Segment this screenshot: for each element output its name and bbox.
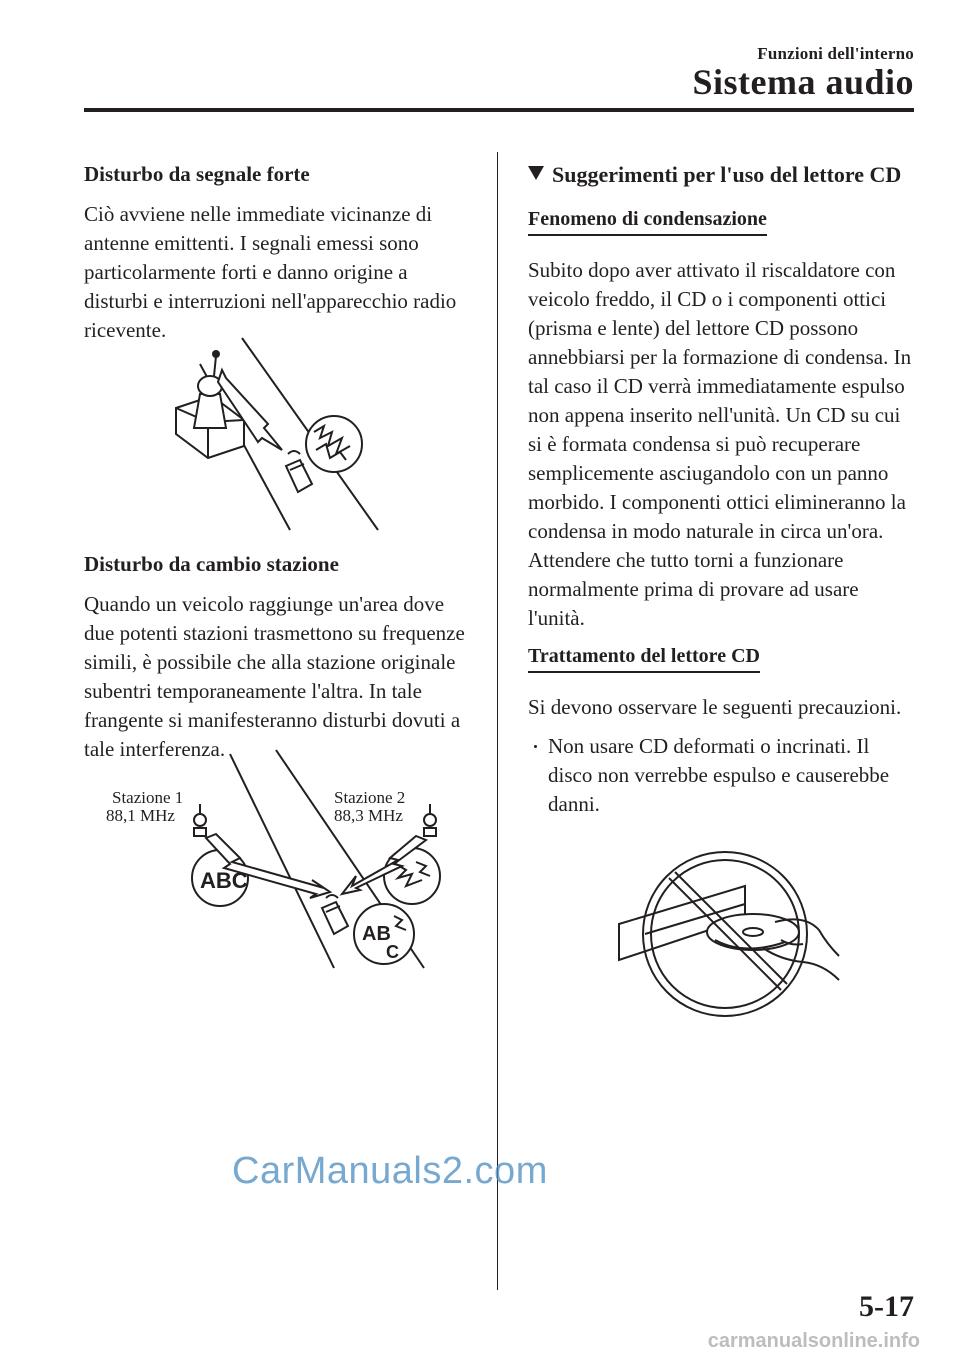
section-title	[528, 160, 918, 190]
subheading-condensation: Fenomeno di condensazione	[528, 206, 767, 236]
svg-text:AB: AB	[362, 923, 391, 945]
left-column	[84, 160, 474, 355]
bullet-dot-icon	[534, 745, 537, 748]
station-1-frequency: 88,1 MHz	[106, 806, 175, 825]
noise-bubble	[306, 416, 362, 472]
antenna-1-icon	[194, 804, 206, 836]
bullet-item	[528, 732, 918, 819]
illustration-station-change	[180, 748, 460, 973]
svg-text:ABC: ABC	[200, 868, 248, 893]
station-2-name: Stazione 2	[334, 788, 406, 807]
svg-text:C: C	[386, 942, 399, 962]
illustration-no-damaged-cd	[605, 848, 845, 1028]
paragraph-cd-handling: Si devono osservare le seguenti precauzioni.	[528, 695, 902, 719]
road-edge-left	[230, 754, 334, 968]
illustration-strong-signal	[170, 334, 390, 534]
station-2-frequency: 88,3 MHz	[334, 806, 403, 825]
header-rule	[84, 108, 914, 112]
column-divider	[497, 152, 498, 1290]
car-icon	[322, 895, 348, 934]
subheading-cd-handling: Trattamento del lettore CD	[528, 643, 760, 673]
antenna-2-icon	[424, 804, 436, 836]
right-column	[528, 160, 918, 819]
bubble-mixed-icon	[354, 904, 414, 964]
station-1-name: Stazione 1	[112, 788, 184, 807]
footer-url: carmanualsonline.info	[707, 1330, 920, 1352]
left-column-lower	[84, 550, 474, 774]
heading-station-change: Disturbo da cambio stazione	[84, 552, 339, 576]
bullet-text: Non usare CD deformati o incrinati. Il disco non verrebbe espulso e causerebbe danni.	[548, 734, 890, 816]
car-icon	[286, 451, 312, 492]
heading-strong-signal: Disturbo da segnale forte	[84, 162, 310, 186]
header-title: Sistema audio	[692, 62, 914, 102]
paragraph-strong-signal: Ciò avviene nelle immediate vicinanze di antenne emittenti. I segnali emessi sono particolarmente forti e danno origine a disturbi e interruzioni nell'apparecchio radio ricevente.	[84, 202, 457, 342]
header-section-label: Funzioni dell'interno	[757, 44, 914, 63]
paragraph-station-change: Quando un veicolo raggiunge un'area dove due potenti stazioni trasmettono su frequenze simili, è possibile che alla stazione originale subentri temporaneamente l'altra. In tale frangente si manifesteranno disturbi dovuti a tale interferenza.	[84, 592, 465, 761]
triangle-marker-icon	[528, 166, 544, 180]
page-number: 5-17	[859, 1290, 914, 1323]
paragraph-condensation: Subito dopo aver attivato il riscaldatore con veicolo freddo, il CD o i componenti ottici (prisma e lente) del lettore CD possono annebbiarsi per la formazione di condensa. In tal caso il CD verrà immediatamente espulso non appena inserito nell'unità. Un CD su cui si è formata condensa si può recuperare semplicemente asciugandolo con un panno morbido. I componenti ottici elimineranno la condensa in modo naturale in circa un'ora. Attendere che tutto torni a funzionare normalmente prima di provare ad usare l'unità.	[528, 258, 912, 630]
watermark: CarManuals2.com	[232, 1150, 548, 1192]
section-title-text: Suggerimenti per l'uso del lettore CD	[552, 162, 902, 187]
